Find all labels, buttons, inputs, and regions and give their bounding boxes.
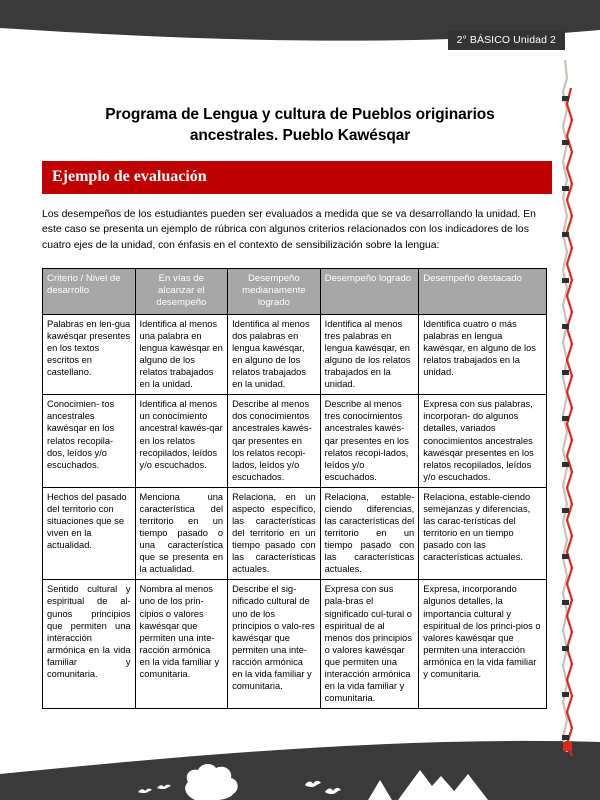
cell-destacado: Expresa con sus palabras, incorporan- do algunos detalles, variados conocimientos ancestrales kawésqar presentes en los relatos recopilados, leídos y/o escuchados. xyxy=(419,395,547,488)
table-row xyxy=(43,580,547,709)
cell-criterio: Sentido cultural y espiritual de al-gunos principios que permiten una interacción armónica en la vida familiar y comunitaria. xyxy=(43,580,136,709)
cell-medianamente: Relaciona, en un aspecto específico, las características del territorio en un tiempo pasado con las características actuales. xyxy=(228,487,321,580)
evaluation-banner: Ejemplo de evaluación xyxy=(42,161,552,194)
cell-destacado: Expresa, incorporando algunos detalles, la importancia cultural y espiritual de los princi-pios o valores kawésqar que permiten una interacción armónica en la vida familiar y comunitaria. xyxy=(419,580,547,709)
cell-en-vias: Identifica al menos una palabra en lengua kawésqar en alguno de los relatos trabajados en la unidad. xyxy=(135,314,228,394)
cell-criterio: Hechos del pasado del territorio con situaciones que se viven en la actualidad. xyxy=(43,487,136,580)
page-title: Programa de Lengua y cultura de Pueblos originarios ancestrales. Pueblo Kawésqar xyxy=(105,106,495,145)
cell-medianamente: Identifica al menos dos palabras en lengua kawésqar, en alguno de los relatos trabajados en la unidad. xyxy=(228,314,321,394)
rubric-table xyxy=(42,268,547,710)
cell-criterio: Conocimien- tos ancestrales kawésqar en los relatos recopila-dos, leídos y/o escuchados. xyxy=(43,395,136,488)
bottom-decorative-band xyxy=(0,730,600,800)
cell-destacado: Relaciona, estable-ciendo semejanzas y diferencias, las carac-terísticas del territorio en un tiempo pasado con las características actuales. xyxy=(419,487,547,580)
cell-en-vias: Identifica al menos un conocimiento ancestral kawés-qar en los relatos recopilados, leídos y/o escuchados. xyxy=(135,395,228,488)
cell-medianamente: Describe el sig-nificado cultural de uno de los principios o valo-res kawésqar que permiten una inte-racción armónica en la vida familiar y comunitaria. xyxy=(228,580,321,709)
cell-en-vias: Nombra al menos uno de los prin-cipios o valores kawésqar que permiten una inte-racción armónica en la vida familiar y comunitaria. xyxy=(135,580,228,709)
intro-paragraph: Los desempeños de los estudiantes pueden ser evaluados a medida que se va desarrollando la unidad. En este caso se presenta un ejemplo de rúbrica con algunos criterios relacionados con los indicadores de los cuatro ejes de la unidad, con énfasis en el contexto de sensibilización sobre la lengua: xyxy=(42,208,536,251)
unit-badge: 2° BÁSICO Unidad 2 xyxy=(448,31,565,50)
cell-logrado: Relaciona, estable-ciendo diferencias, las características del territorio en un tiempo pasado con las características actuales. xyxy=(320,487,419,580)
column-header-medianamente: Desempeño medianamente logrado xyxy=(228,268,321,314)
rubric-table-wrapper xyxy=(42,268,547,710)
column-header-en-vias: En vías de alcanzar el desempeño xyxy=(135,268,228,314)
table-row xyxy=(43,487,547,580)
cell-logrado: Describe al menos tres conocimientos ancestrales kawés-qar presentes en los relatos recopi-lados, leídos y/o escuchados. xyxy=(320,395,419,488)
cell-logrado: Identifica al menos tres palabras en lengua kawésqar, en alguno de los relatos trabajados en la unidad. xyxy=(320,314,419,394)
column-header-criterio: Criterio / Nivel de desarrollo xyxy=(43,268,136,314)
table-row xyxy=(43,395,547,488)
cell-destacado: Identifica cuatro o más palabras en lengua kawésqar, en alguno de los relatos trabajados en la unidad. xyxy=(419,314,547,394)
table-row xyxy=(43,314,547,394)
cell-en-vias: Menciona una característica del territorio en un tiempo pasado o una característica que se presenta en la actualidad. xyxy=(135,487,228,580)
cell-criterio: Palabras en len-gua kawésqar presentes en los textos escritos en castellano. xyxy=(43,314,136,394)
column-header-destacado: Desempeño destacado xyxy=(419,268,547,314)
cell-medianamente: Describe al menos dos conocimientos ancestrales kawés-qar presentes en los relatos recopi-lados, leídos y/o escuchados. xyxy=(228,395,321,488)
cell-logrado: Expresa con sus pala-bras el significado cul-tural o espiritual de al menos dos principios o valores kawésqar que permiten una interacción armónica en la vida familiar y comunitaria. xyxy=(320,580,419,709)
column-header-logrado: Desempeño logrado xyxy=(320,268,419,314)
table-header-row xyxy=(43,268,547,314)
